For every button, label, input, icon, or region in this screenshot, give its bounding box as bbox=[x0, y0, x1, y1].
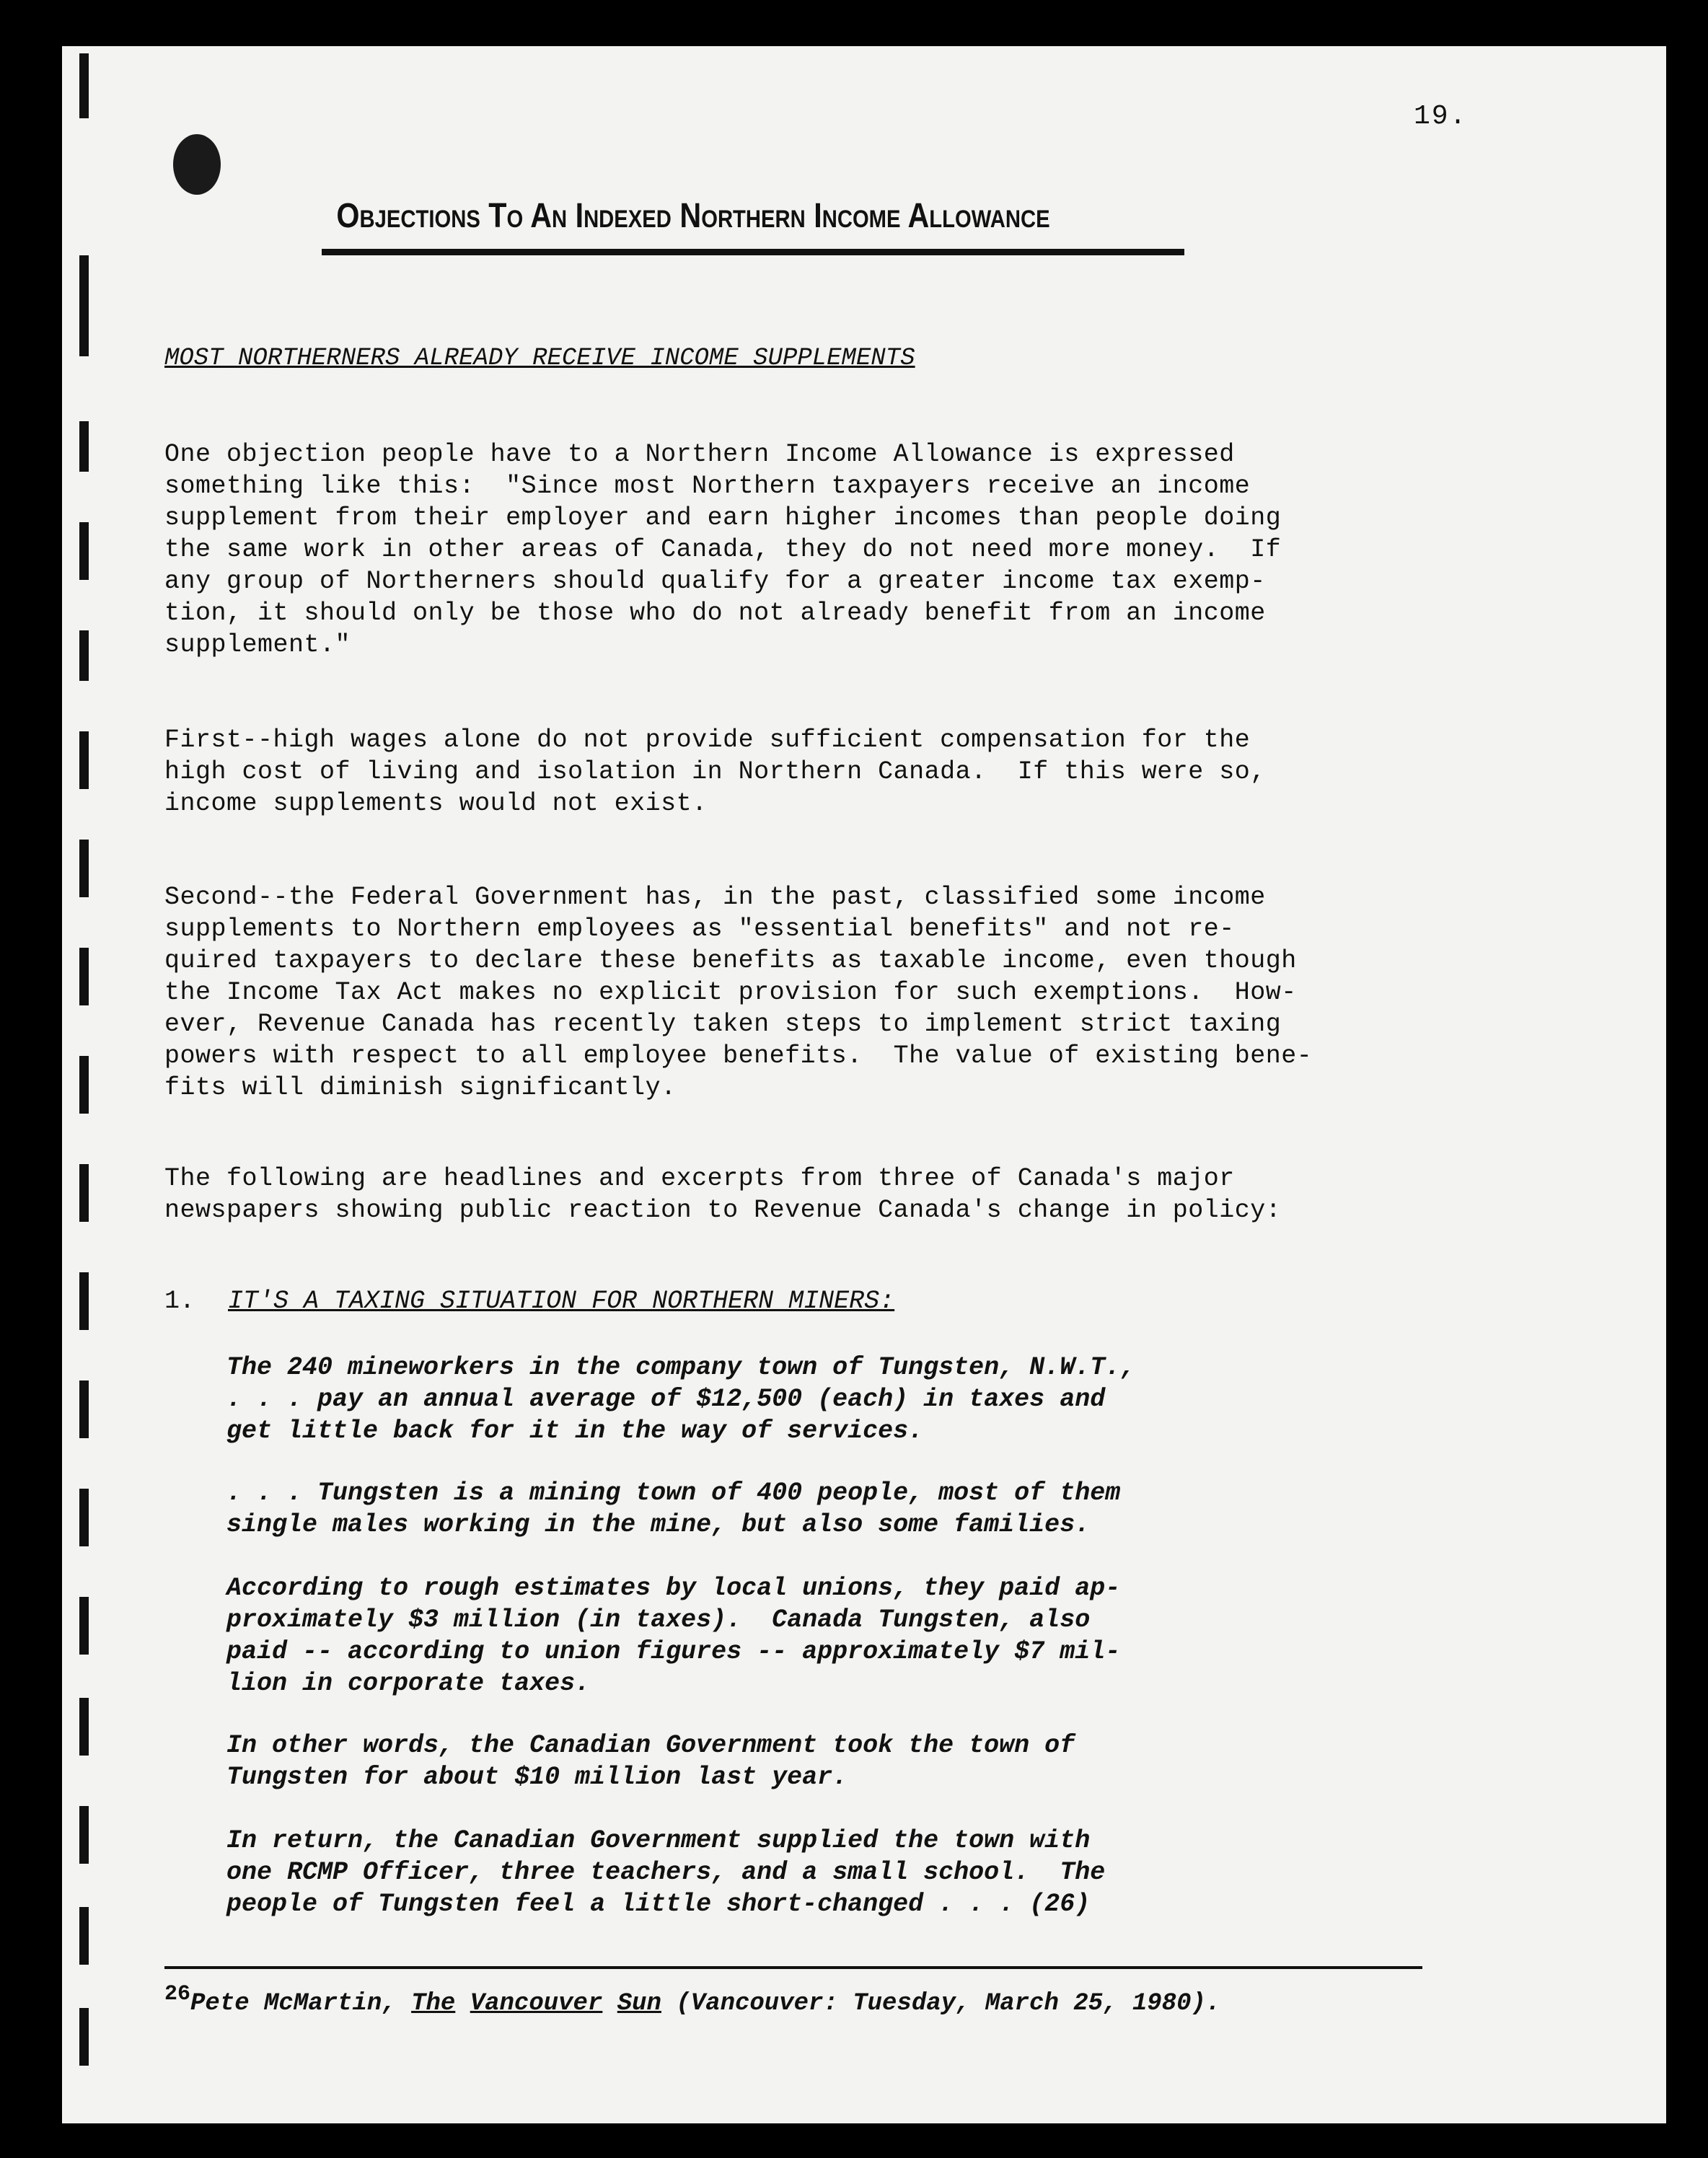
newspaper-item-heading bbox=[164, 1287, 894, 1316]
binder-edge bbox=[79, 1164, 89, 1222]
binder-edge bbox=[79, 1056, 89, 1114]
binder-edge bbox=[79, 1380, 89, 1438]
footnote-author: Pete McMartin, bbox=[190, 1990, 412, 2017]
quote-excerpt: In other words, the Canadian Government took the town of Tungsten for about $10 million last year. bbox=[226, 1731, 1075, 1792]
item-number: 1. bbox=[164, 1287, 195, 1316]
binder-edge bbox=[79, 840, 89, 897]
footnote bbox=[164, 1982, 1220, 2017]
binder-edge bbox=[79, 522, 89, 580]
quote-excerpt: In return, the Canadian Government supplied the town with one RCMP Officer, three teachers, and a small school. The people of Tungsten feel a little short-changed . . . (26) bbox=[226, 1826, 1106, 1919]
item-headline: IT'S A TAXING SITUATION FOR NORTHERN MINERS: bbox=[228, 1287, 895, 1316]
binder-edge bbox=[79, 1806, 89, 1864]
footnote-rule bbox=[164, 1966, 1422, 1969]
footnote-publication: Sun bbox=[617, 1990, 661, 2017]
binder-edge bbox=[79, 255, 89, 356]
footnote-details: (Vancouver: Tuesday, March 25, 1980). bbox=[661, 1990, 1221, 2017]
binder-edge bbox=[79, 630, 89, 681]
quote-excerpt: According to rough estimates by local unions, they paid ap- proximately $3 million (in taxes). Canada Tungsten, also paid -- according to union figures -- approximately $7 mil- lion in corporate taxes. bbox=[226, 1574, 1121, 1698]
footnote-publication: The bbox=[411, 1990, 456, 2017]
footnote-mark: 26 bbox=[164, 1982, 191, 2007]
binder-edge bbox=[79, 53, 89, 118]
paragraph-first: First--high wages alone do not provide sufficient compensation for the high cost of living and isolation in Northern Canada. If this were so, income supplements would not exist. bbox=[164, 726, 1266, 818]
binder-edge bbox=[79, 948, 89, 1005]
binder-edge bbox=[79, 2008, 89, 2066]
quote-excerpt: The 240 mineworkers in the company town of Tungsten, N.W.T., . . . pay an annual average of $12,500 (each) in taxes and get little back for it in the way of services. bbox=[226, 1353, 1136, 1445]
binder-edge bbox=[79, 1489, 89, 1546]
binder-edge bbox=[79, 1597, 89, 1655]
binder-edge bbox=[79, 421, 89, 472]
quote-excerpt: . . . Tungsten is a mining town of 400 people, most of them single males working in the mine, but also some families. bbox=[226, 1479, 1121, 1539]
binder-edge bbox=[79, 731, 89, 789]
binder-edge bbox=[79, 1272, 89, 1330]
binder-edge bbox=[79, 1698, 89, 1756]
paragraph-objection: One objection people have to a Northern Income Allowance is expressed something like this: "Since most Northern taxpayers receive an income supplement from their employer and earn higher incomes than people doing the same work in other areas of Canada, they do not need more money. If any group of Northerners should qualify for a greater income tax exemp- tion, it should only be those who do not already benefit from an income supplement." bbox=[164, 440, 1282, 659]
footnote-publication: Vancouver bbox=[470, 1990, 603, 2017]
paragraph-second: Second--the Federal Government has, in the past, classified some income supplements to Northern employees as "essential benefits" and not re- quired taxpayers to declare these benefits as taxable income, even though the Income Tax Act makes no explicit provision for such exemptions. How- ever, Revenue Canada has recently taken steps to implement strict taxing powers with respect to all employee benefits. The value of existing bene- fits will diminish significantly. bbox=[164, 883, 1313, 1102]
title-underline bbox=[322, 249, 1184, 255]
binder-edge bbox=[79, 1907, 89, 1965]
page-number: 19. bbox=[1414, 101, 1468, 132]
page-title: Objections To An Indexed Northern Income Allowance bbox=[336, 197, 1050, 235]
punch-hole bbox=[173, 134, 221, 195]
paragraph-newspapers: The following are headlines and excerpts from three of Canada's major newspapers showing public reaction to Revenue Canada's change in policy: bbox=[164, 1164, 1282, 1225]
section-heading: MOST NORTHERNERS ALREADY RECEIVE INCOME SUPPLEMENTS bbox=[164, 345, 915, 372]
